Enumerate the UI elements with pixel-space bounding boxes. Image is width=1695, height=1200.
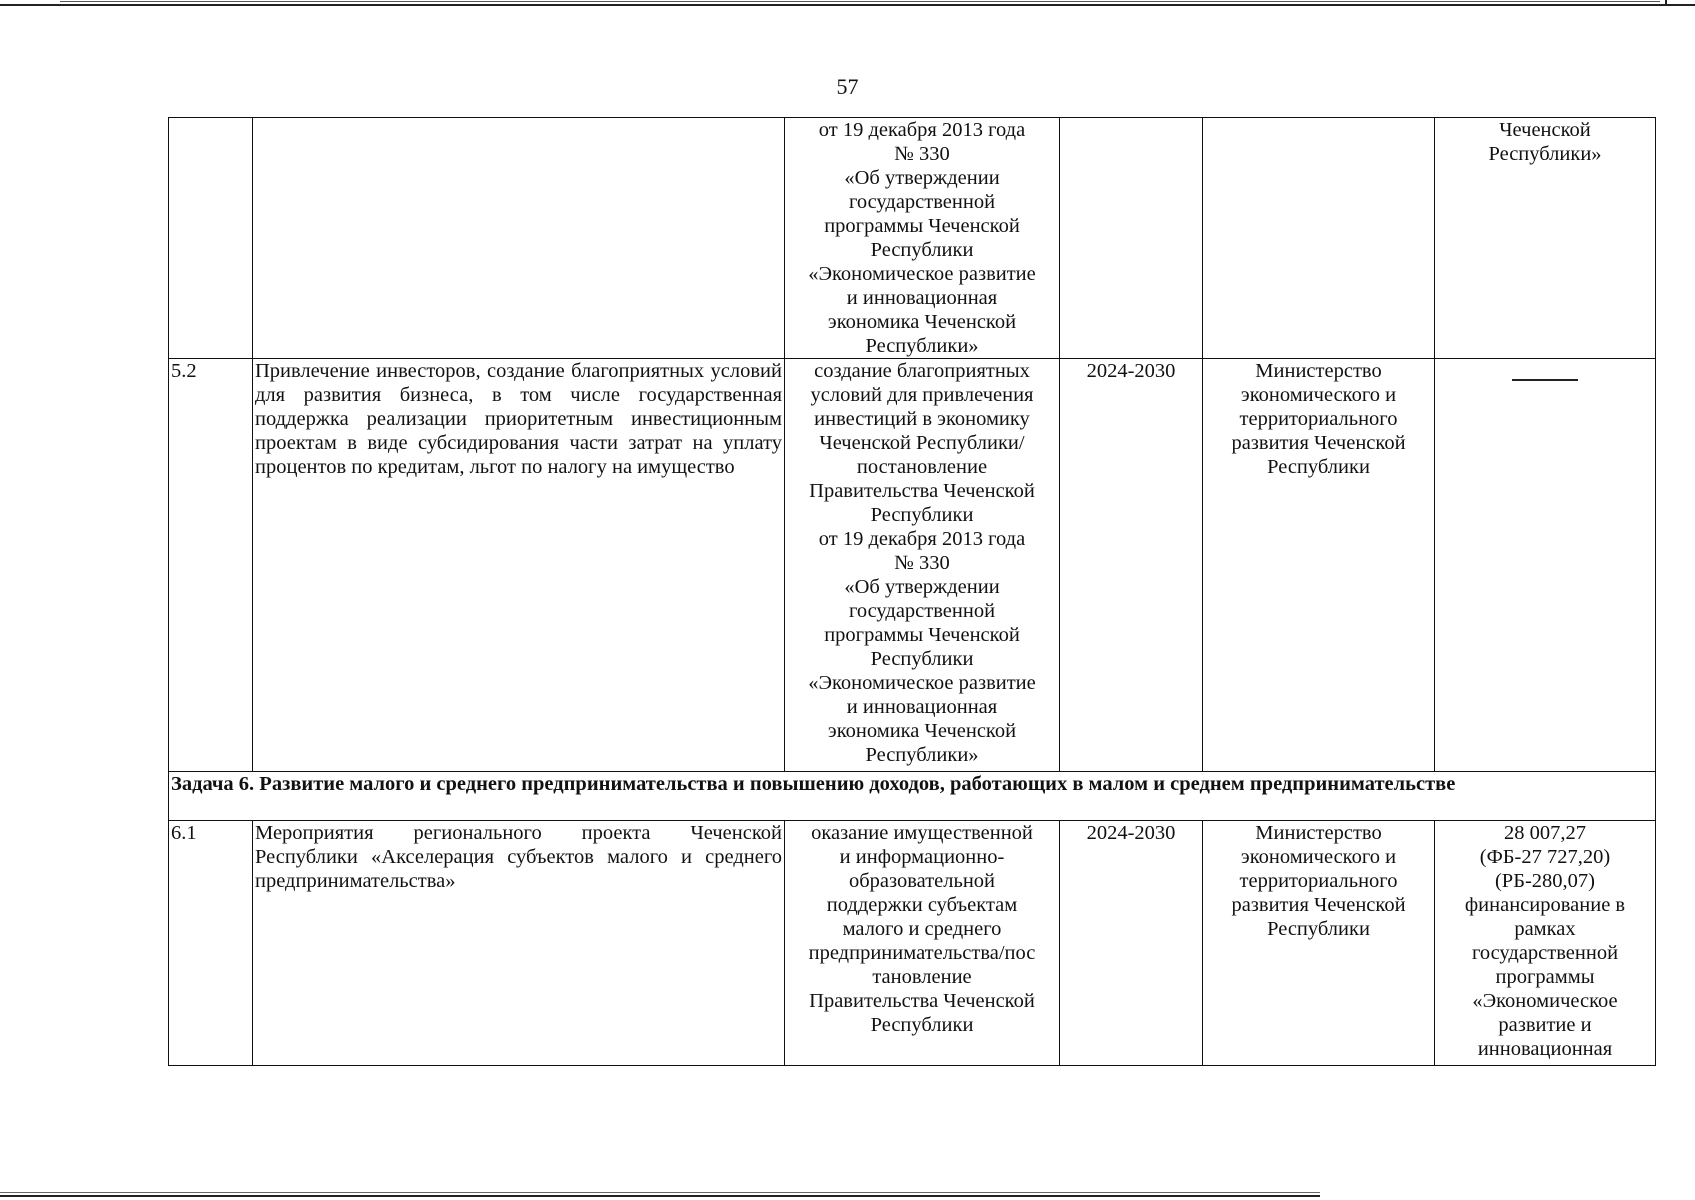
cell-line: Республики (870, 504, 974, 526)
measure-cell: Мероприятия регионального проекта Чеченской Республики «Акселерация субъектов малого и среднего предпринимательства» (253, 821, 785, 1066)
cell-line: «Экономическое (1472, 990, 1618, 1012)
cell-line: экономического и (1240, 384, 1397, 406)
cell-line: Правительства Чеченской (809, 480, 1035, 502)
cell-line: 28 007,27 (1504, 822, 1586, 844)
cell-line: Правительства Чеченской (809, 990, 1035, 1012)
cell-line: от 19 декабря 2013 года (818, 528, 1026, 550)
period-cell: 2024-2030 (1060, 359, 1203, 772)
cell-line: территориального (1239, 408, 1398, 430)
cell-line: «Экономическое развитие (808, 672, 1036, 694)
cell-line: развитие и (1498, 1014, 1592, 1036)
result-cell (785, 821, 1060, 1066)
period-cell: 2024-2030 (1060, 821, 1203, 1066)
cell-line: малого и среднего (842, 918, 1002, 940)
cell-line: Республики (870, 239, 974, 261)
scan-edge-line (60, 1, 1660, 2)
cell-line: программы Чеченской (824, 215, 1020, 237)
responsible-cell (1203, 821, 1435, 1066)
cell-line: государственной (1471, 942, 1619, 964)
cell-line: экономика Чеченской (827, 720, 1017, 742)
cell-line: Министерство (1255, 822, 1382, 844)
scan-edge-mark (1665, 0, 1667, 6)
measure-cell (253, 118, 785, 359)
cell-line: предпринимательства/пос (808, 942, 1036, 964)
scan-edge-line (0, 4, 1695, 6)
cell-line: «Об утверждении (844, 576, 1000, 598)
cell-line: Чеченской (1499, 119, 1591, 141)
cell-line: № 330 (894, 143, 950, 165)
result-cell (785, 118, 1060, 359)
cell-line: Чеченской Республики/ (819, 432, 1025, 454)
cell-line: создание благоприятных (814, 360, 1030, 382)
row-number-cell: 6.1 (169, 821, 253, 1066)
financing-cell (1435, 359, 1656, 772)
cell-line: «Об утверждении (844, 167, 1000, 189)
cell-line: инновационная (1477, 1038, 1613, 1060)
table-row (169, 118, 1656, 359)
cell-line: Республики» (865, 335, 979, 357)
cell-line: (РБ-280,07) (1494, 870, 1596, 892)
cell-line: Республики (870, 648, 974, 670)
table-row (169, 359, 1656, 772)
cell-line: тановление (872, 966, 972, 988)
cell-line: развития Чеченской (1231, 432, 1406, 454)
row-number-cell (169, 118, 253, 359)
cell-line: (ФБ-27 727,20) (1479, 846, 1611, 868)
cell-line: государственной (848, 191, 996, 213)
financing-cell (1435, 821, 1656, 1066)
cell-line: и информационно- (839, 846, 1005, 868)
cell-line: программы (1495, 966, 1595, 988)
cell-line: и инновационная (846, 287, 998, 309)
measure-cell: Привлечение инвесторов, создание благоприятных условий для развития бизнеса, в том числе государственная поддержка реализации приоритетным инвестиционным проектам в виде субсидирования части затрат на уплату процентов по кредитам, льгот по налогу на имущество (253, 359, 785, 772)
period-cell (1060, 118, 1203, 359)
cell-line: Министерство (1255, 360, 1382, 382)
cell-line: Республики (870, 1014, 974, 1036)
cell-line: «Экономическое развитие (808, 263, 1036, 285)
scan-edge-line (0, 1192, 1320, 1193)
cell-line: развития Чеченской (1231, 894, 1406, 916)
cell-line: постановление (856, 456, 988, 478)
cell-line: Республики» (1488, 143, 1602, 165)
responsible-cell (1203, 118, 1435, 359)
cell-line: от 19 декабря 2013 года (818, 119, 1026, 141)
table-row (169, 821, 1656, 1066)
scan-edge-line (0, 1195, 1320, 1197)
cell-line: № 330 (894, 552, 950, 574)
cell-line: экономического и (1240, 846, 1397, 868)
measures-table (168, 117, 1656, 1066)
cell-line: Республики (1267, 456, 1370, 478)
cell-line: оказание имущественной (811, 822, 1033, 844)
cell-line: Республики» (865, 744, 979, 766)
dash-mark (1512, 379, 1578, 381)
task-heading: Задача 6. Развитие малого и среднего предпринимательства и повышению доходов, работающих в малом и среднем предпринимательстве (169, 772, 1656, 821)
row-number-cell: 5.2 (169, 359, 253, 772)
cell-line: Республики (1267, 918, 1370, 940)
cell-line: условий для привлечения (810, 384, 1034, 406)
cell-line: программы Чеченской (824, 624, 1020, 646)
cell-line: экономика Чеченской (827, 311, 1017, 333)
cell-line: государственной (848, 600, 996, 622)
responsible-cell (1203, 359, 1435, 772)
cell-line: инвестиций в экономику (814, 408, 1030, 430)
cell-line: образовательной (848, 870, 996, 892)
cell-line: территориального (1239, 870, 1398, 892)
cell-line: рамках (1514, 918, 1576, 940)
result-cell (785, 359, 1060, 772)
cell-line: поддержки субъектам (826, 894, 1018, 916)
financing-cell (1435, 118, 1656, 359)
page-number: 57 (836, 74, 859, 99)
cell-line: финансирование в (1464, 894, 1626, 916)
cell-line: и инновационная (846, 696, 998, 718)
task-row (169, 772, 1656, 821)
